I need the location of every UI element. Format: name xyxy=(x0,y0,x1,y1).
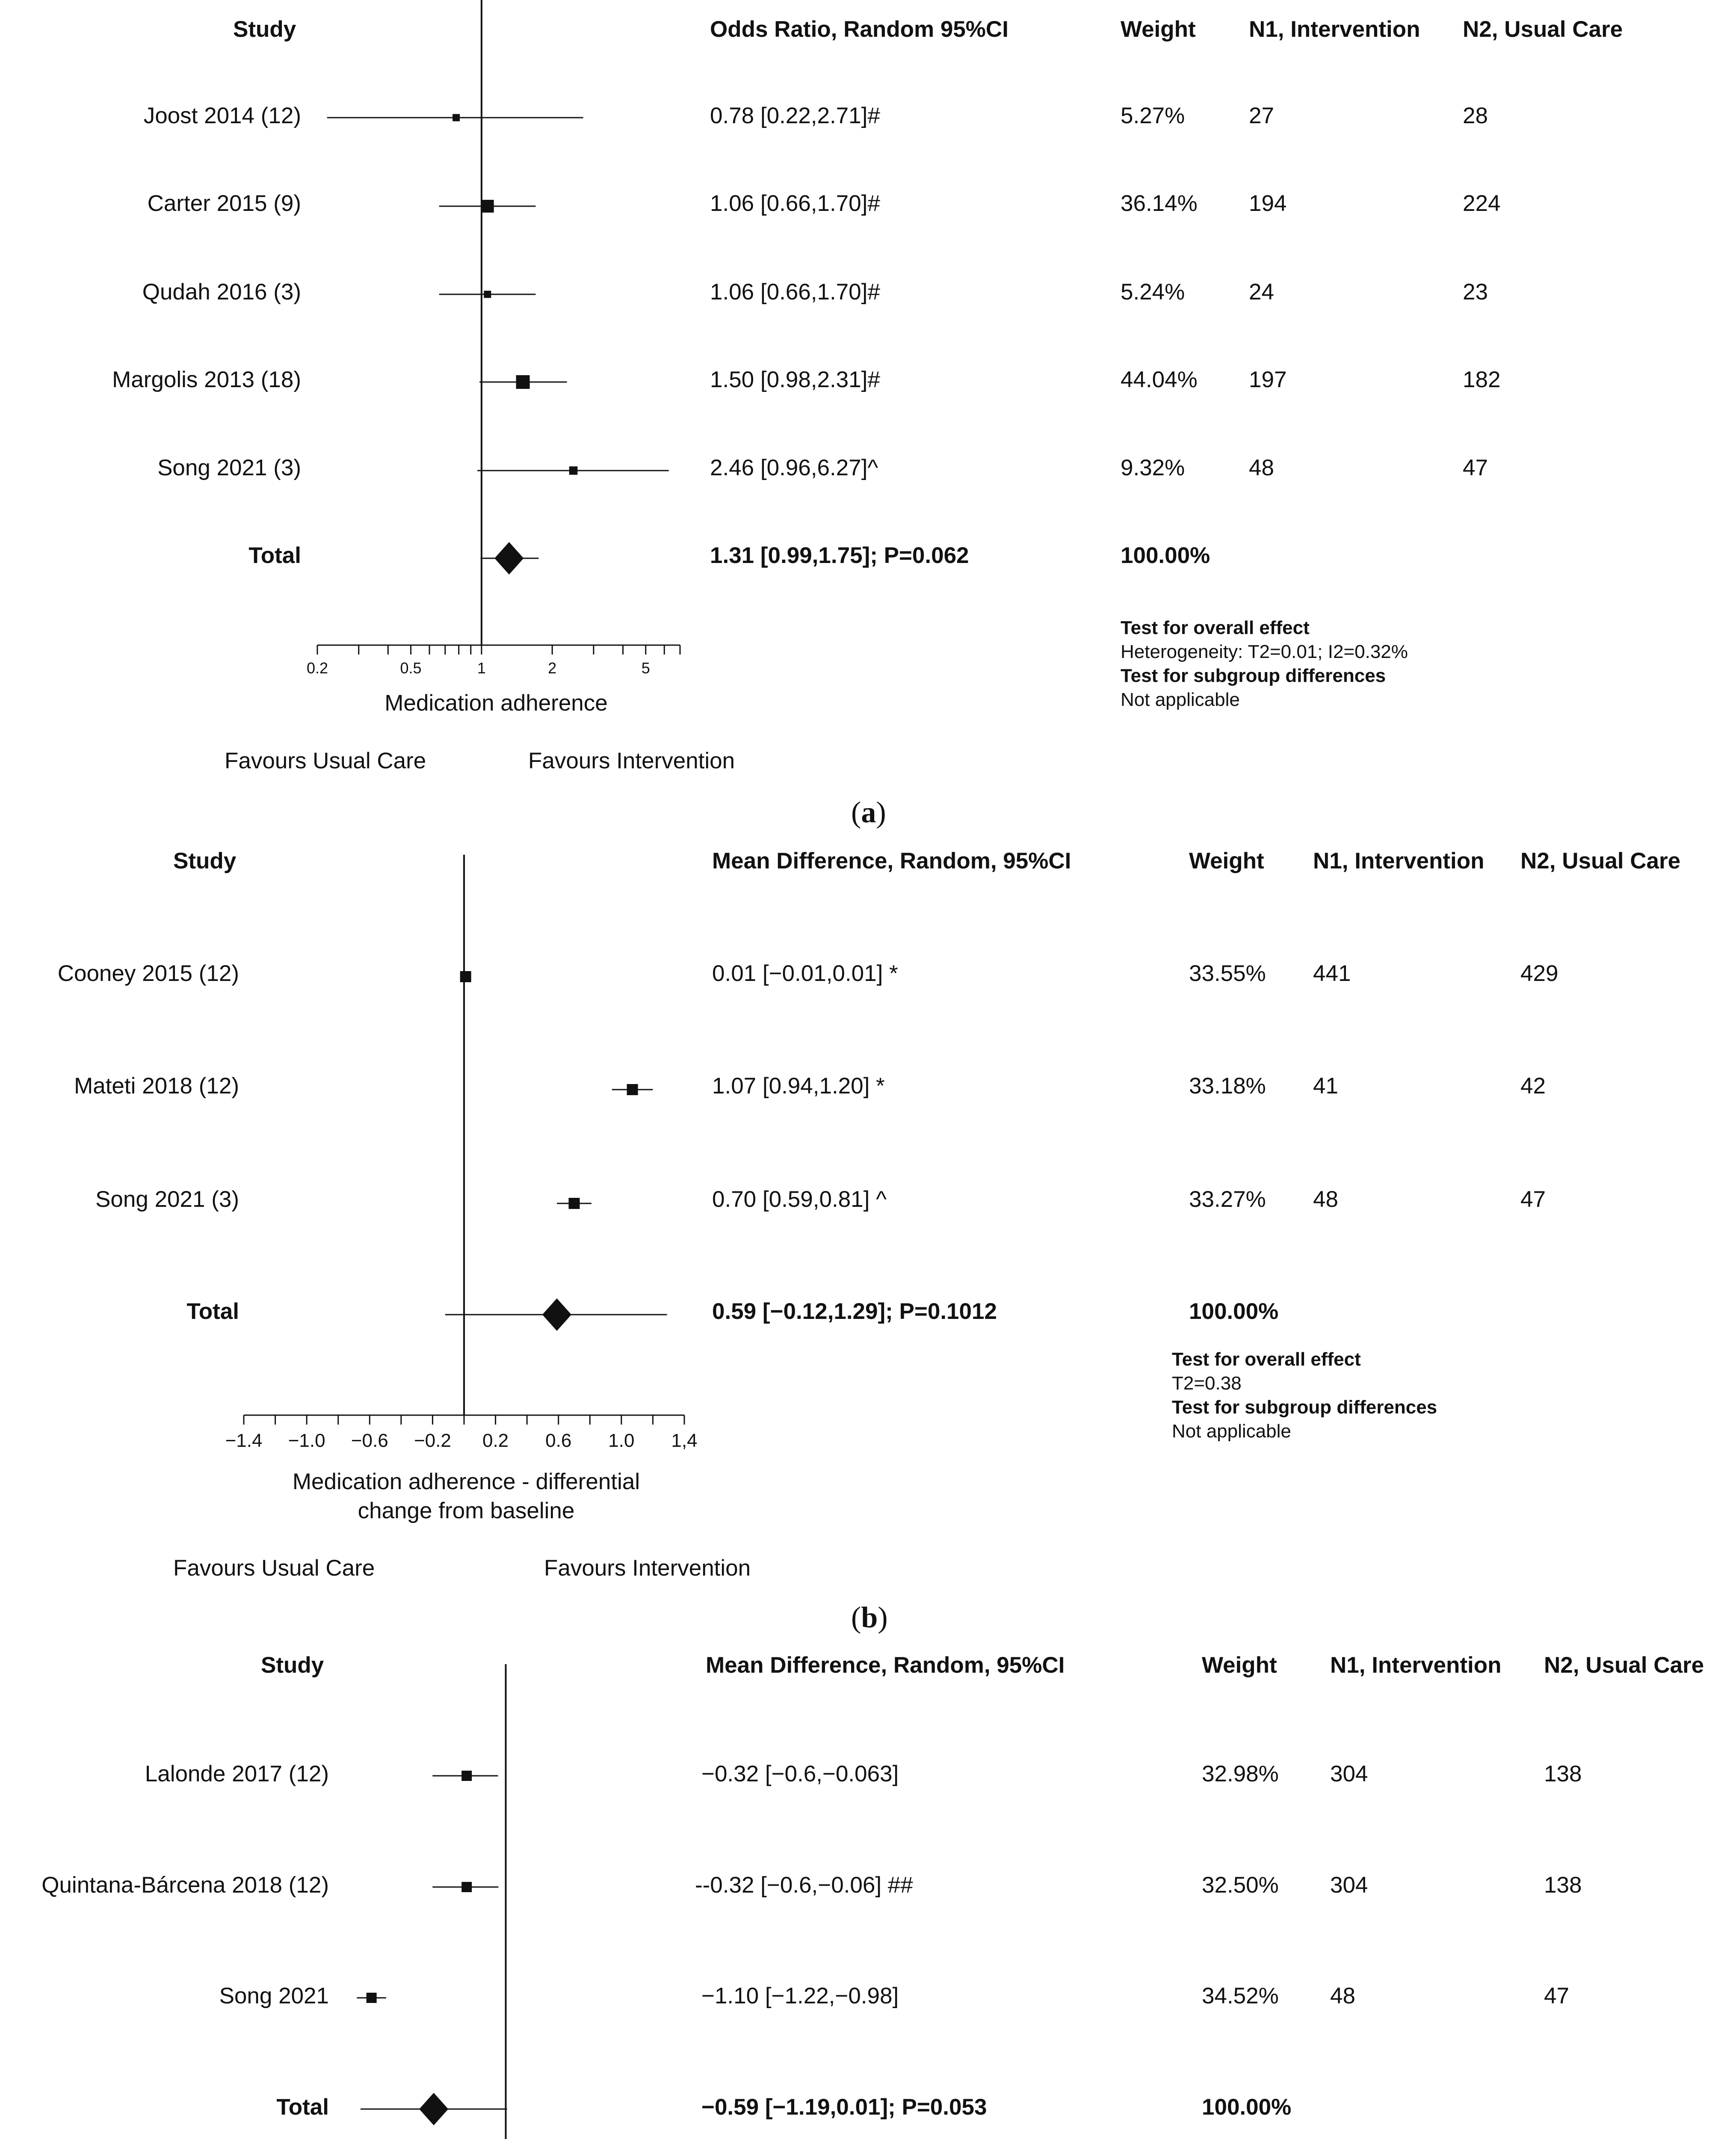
study-label: Margolis 2013 (18) xyxy=(112,367,301,392)
header-effect: Mean Difference, Random, 95%CI xyxy=(706,1653,1065,1678)
forest-plot-panel-a xyxy=(0,0,1736,838)
forest-plot-area xyxy=(0,0,1736,838)
effect-value: 0.78 [0.22,2.71]# xyxy=(710,103,880,128)
study-label: Song 2021 (3) xyxy=(95,1187,239,1212)
effect-value: 1.07 [0.94,1.20] * xyxy=(712,1073,885,1099)
x-axis-title-line: change from baseline xyxy=(358,1498,575,1523)
favours-right-label: Favours Intervention xyxy=(544,1555,751,1581)
n1-value: 304 xyxy=(1330,1761,1368,1786)
n2-value: 23 xyxy=(1463,279,1488,305)
study-label: Song 2021 xyxy=(219,1983,329,2009)
header-effect: Mean Difference, Random, 95%CI xyxy=(712,848,1071,874)
weight-value: 32.98% xyxy=(1202,1761,1279,1786)
n1-value: 48 xyxy=(1330,1983,1355,2009)
x-axis-title-line: Medication adherence - differential xyxy=(292,1469,640,1494)
total-diamond-marker xyxy=(542,1298,571,1331)
n2-value: 47 xyxy=(1463,455,1488,480)
study-label: Cooney 2015 (12) xyxy=(57,961,239,986)
header-n2: N2, Usual Care xyxy=(1544,1653,1704,1678)
x-tick-label: −0.6 xyxy=(351,1430,388,1451)
weight-value: 44.04% xyxy=(1121,367,1198,392)
weight-value: 5.24% xyxy=(1121,279,1185,305)
total-weight-value: 100.00% xyxy=(1202,2095,1292,2120)
n1-value: 48 xyxy=(1249,455,1274,480)
study-label: Mateti 2018 (12) xyxy=(74,1073,239,1099)
n2-value: 182 xyxy=(1463,367,1501,392)
weight-value: 34.52% xyxy=(1202,1983,1279,2009)
favours-left-label: Favours Usual Care xyxy=(173,1555,375,1581)
n2-value: 47 xyxy=(1520,1187,1546,1212)
header-weight: Weight xyxy=(1202,1653,1277,1678)
n2-value: 42 xyxy=(1520,1073,1546,1099)
study-point-marker xyxy=(569,466,578,475)
n1-value: 27 xyxy=(1249,103,1274,128)
n1-value: 441 xyxy=(1313,961,1351,986)
n1-value: 41 xyxy=(1313,1073,1338,1099)
study-point-marker xyxy=(452,114,460,121)
x-tick-label: 1,4 xyxy=(671,1430,698,1451)
header-n2: N2, Usual Care xyxy=(1463,17,1623,42)
note-line: Heterogeneity: T2=0.01; I2=0.32% xyxy=(1121,641,1408,662)
x-axis-title-line: Medication adherence xyxy=(384,690,608,716)
weight-value: 33.18% xyxy=(1189,1073,1266,1099)
favours-left-label: Favours Usual Care xyxy=(225,748,426,773)
x-tick-label: 0.6 xyxy=(545,1430,572,1451)
study-point-marker xyxy=(460,971,471,982)
note-line: Not applicable xyxy=(1172,1421,1291,1442)
effect-value: --0.32 [−0.6,−0.06] ## xyxy=(695,1872,913,1898)
effect-value: 0.70 [0.59,0.81] ^ xyxy=(712,1187,887,1212)
effect-value: 1.50 [0.98,2.31]# xyxy=(710,367,880,392)
effect-value: 0.01 [−0.01,0.01] * xyxy=(712,961,898,986)
total-diamond-marker xyxy=(419,2093,448,2125)
forest-plot-panel-c xyxy=(0,1643,1736,2139)
weight-value: 32.50% xyxy=(1202,1872,1279,1898)
total-weight-value: 100.00% xyxy=(1121,543,1210,568)
note-line: Test for overall effect xyxy=(1121,617,1310,638)
x-tick-label: −0.2 xyxy=(414,1430,451,1451)
weight-value: 33.55% xyxy=(1189,961,1266,986)
study-label: Lalonde 2017 (12) xyxy=(145,1761,329,1786)
weight-value: 33.27% xyxy=(1189,1187,1266,1212)
total-weight-value: 100.00% xyxy=(1189,1299,1279,1324)
header-effect: Odds Ratio, Random 95%CI xyxy=(710,17,1008,42)
x-tick-label: 1.0 xyxy=(608,1430,635,1451)
n2-value: 429 xyxy=(1520,961,1559,986)
study-point-marker xyxy=(461,1882,472,1892)
panel-caption: (a) xyxy=(851,796,886,829)
study-point-marker xyxy=(461,1771,472,1781)
note-line: Not applicable xyxy=(1121,689,1240,710)
total-label: Total xyxy=(276,2095,329,2120)
n1-value: 197 xyxy=(1249,367,1287,392)
panel-caption: (b) xyxy=(851,1601,888,1634)
study-point-marker xyxy=(367,1993,377,2003)
note-line: Test for overall effect xyxy=(1172,1349,1361,1370)
effect-value: 1.06 [0.66,1.70]# xyxy=(710,191,880,216)
n2-value: 138 xyxy=(1544,1872,1582,1898)
total-effect-value: 1.31 [0.99,1.75]; P=0.062 xyxy=(710,543,969,568)
header-n1: N1, Intervention xyxy=(1249,17,1420,42)
effect-value: 2.46 [0.96,6.27]^ xyxy=(710,455,878,480)
total-label: Total xyxy=(248,543,301,568)
n2-value: 224 xyxy=(1463,191,1501,216)
study-label: Quintana-Bárcena 2018 (12) xyxy=(41,1872,329,1898)
n2-value: 47 xyxy=(1544,1983,1569,2009)
header-n1: N1, Intervention xyxy=(1330,1653,1502,1678)
n1-value: 304 xyxy=(1330,1872,1368,1898)
study-point-marker xyxy=(627,1084,638,1095)
panel-caption-letter: a xyxy=(861,796,876,829)
x-tick-label: 0.5 xyxy=(400,659,422,677)
total-effect-value: −0.59 [−1.19,0.01]; P=0.053 xyxy=(701,2095,987,2120)
study-point-marker xyxy=(481,200,494,213)
total-label: Total xyxy=(186,1299,239,1324)
total-effect-value: 0.59 [−0.12,1.29]; P=0.1012 xyxy=(712,1299,997,1324)
x-tick-label: 5 xyxy=(641,659,650,677)
n1-value: 48 xyxy=(1313,1187,1338,1212)
n1-value: 194 xyxy=(1249,191,1287,216)
weight-value: 36.14% xyxy=(1121,191,1198,216)
study-point-marker xyxy=(484,291,491,298)
forest-plot-area xyxy=(0,838,1736,1643)
header-weight: Weight xyxy=(1121,17,1196,42)
note-line: T2=0.38 xyxy=(1172,1373,1242,1394)
weight-value: 9.32% xyxy=(1121,455,1185,480)
effect-value: 1.06 [0.66,1.70]# xyxy=(710,279,880,305)
header-study: Study xyxy=(173,848,237,874)
study-label: Qudah 2016 (3) xyxy=(142,279,301,305)
forest-plot-area xyxy=(0,1643,1736,2139)
x-tick-label: 0.2 xyxy=(482,1430,509,1451)
n2-value: 28 xyxy=(1463,103,1488,128)
x-tick-label: −1.0 xyxy=(288,1430,325,1451)
total-diamond-marker xyxy=(494,542,523,575)
n2-value: 138 xyxy=(1544,1761,1582,1786)
header-weight: Weight xyxy=(1189,848,1264,874)
weight-value: 5.27% xyxy=(1121,103,1185,128)
effect-value: −0.32 [−0.6,−0.063] xyxy=(701,1761,899,1786)
header-study: Study xyxy=(261,1653,324,1678)
favours-right-label: Favours Intervention xyxy=(528,748,735,773)
note-line: Test for subgroup differences xyxy=(1121,665,1386,686)
study-point-marker xyxy=(516,375,530,389)
header-n1: N1, Intervention xyxy=(1313,848,1485,874)
n1-value: 24 xyxy=(1249,279,1274,305)
note-line: Test for subgroup differences xyxy=(1172,1397,1437,1418)
study-label: Carter 2015 (9) xyxy=(147,191,301,216)
x-tick-label: 1 xyxy=(477,659,486,677)
x-tick-label: 0.2 xyxy=(306,659,328,677)
x-tick-label: 2 xyxy=(548,659,557,677)
forest-plot-panel-b xyxy=(0,838,1736,1643)
header-n2: N2, Usual Care xyxy=(1520,848,1681,874)
header-study: Study xyxy=(233,17,296,42)
study-label: Song 2021 (3) xyxy=(157,455,301,480)
panel-caption-letter: b xyxy=(861,1601,878,1634)
study-point-marker xyxy=(569,1198,580,1209)
effect-value: −1.10 [−1.22,−0.98] xyxy=(701,1983,899,2009)
study-label: Joost 2014 (12) xyxy=(143,103,301,128)
x-tick-label: −1.4 xyxy=(225,1430,263,1451)
